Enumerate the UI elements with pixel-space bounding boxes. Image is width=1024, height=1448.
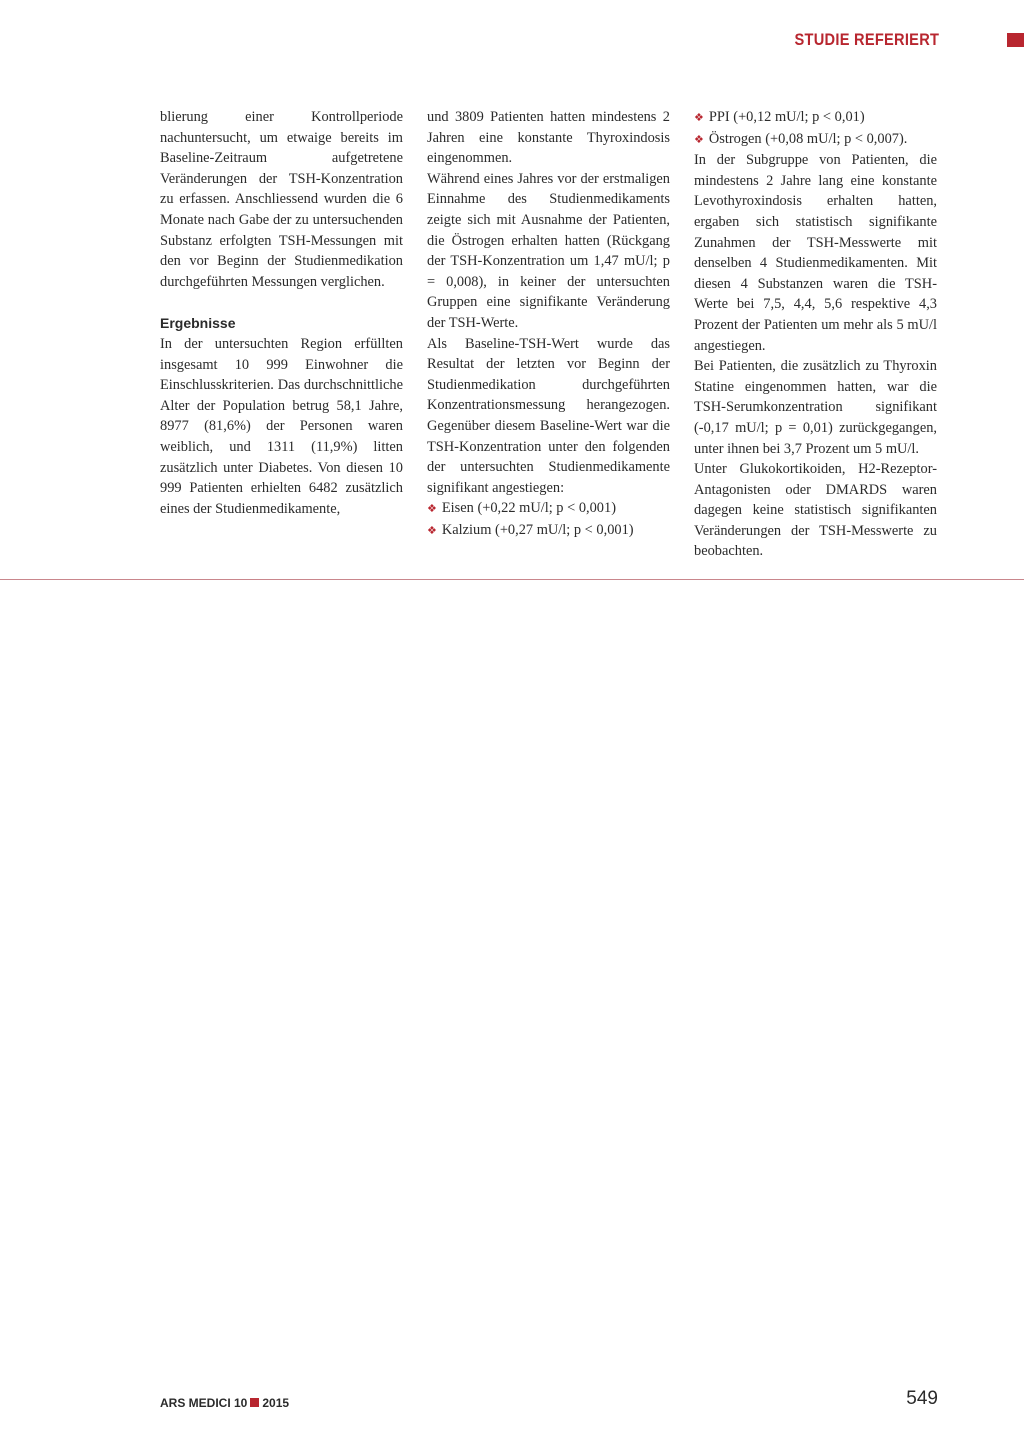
text-column-1 xyxy=(160,107,403,519)
footer-journal xyxy=(160,1396,289,1410)
bullet-diamond-icon: ❖ xyxy=(427,524,437,537)
list-item-text: Östrogen (+0,08 mU/l; p < 0,007). xyxy=(708,130,908,147)
paragraph: Als Baseline-TSH-Wert wurde das Resultat der letzten vor Beginn der Studienmedikation durchgeführten Konzentrationsmessung herangezogen. Gegenüber diesem Baseline-Wert war die TSH-Konzentration unter den folgenden der untersuchten Studienmedikamente signifikant angestiegen: xyxy=(427,335,670,496)
intro-paragraph: blierung einer Kontrollperiode nachuntersucht, um etwaige bereits im Baseline-Zeitraum aufgetretene Veränderungen der TSH-Konzentration zu erfassen. Anschliessend wurden die 6 Monate nach Gabe der zu untersuchenden Substanz erfolgten TSH-Messungen mit den vor Beginn der Studienmedikation durchgeführten Messungen verglichen. xyxy=(160,109,403,290)
journal-year: 2015 xyxy=(262,1396,290,1410)
results-paragraph: In der untersuchten Region erfüllten insgesamt 10 999 Einwohner die Einschlusskriterien. Das durchschnittliche Alter der Population betrug 58,1 Jahre, 8977 (81,6%) der Personen waren weiblich, und 1311 (11,9%) litten zusätzlich unter Diabetes. Von diesen 10 999 Patienten erhielten 6482 zusätzlich eines der Studienmedikamente, xyxy=(160,335,403,517)
section-title: STUDIE REFERIERT xyxy=(794,30,939,49)
page-number: 549 xyxy=(906,1388,938,1409)
list-item xyxy=(694,107,937,129)
paragraph: Während eines Jahres vor der erstmaligen Einnahme des Studienmedikaments zeigte sich mit Ausnahme der Patienten, die Östrogen erhalten hatten (Rückgang der TSH-Konzentration um 1,47 mU/l; p = 0,008), in keiner der untersuchten Gruppen eine signifikante Veränderung der TSH-Werte. xyxy=(427,170,670,331)
list-item-text: PPI (+0,12 mU/l; p < 0,01) xyxy=(708,109,865,125)
list-item xyxy=(427,520,670,542)
journal-name: ARS MEDICI 10 xyxy=(160,1396,248,1410)
bullet-diamond-icon: ❖ xyxy=(694,133,704,146)
text-column-3 xyxy=(694,107,937,562)
list-item-text: Kalzium (+0,27 mU/l; p < 0,001) xyxy=(441,521,634,538)
paragraph: Unter Glukokortikoiden, H2-Rezeptor-Antagonisten oder DMARDS waren dagegen keine statistisch signifikanten Veränderungen der TSH-Messwerte zu beobachten. xyxy=(694,461,937,560)
footer-accent-square xyxy=(250,1398,259,1407)
bullet-diamond-icon: ❖ xyxy=(694,112,704,124)
header-accent-square xyxy=(1007,33,1024,47)
paragraph: Bei Patienten, die zusätzlich zu Thyroxin Statine eingenommen hatten, war die TSH-Serumkonzentration signifikant (-0,17 mU/l; p = 0,01) zurückgegangen, unter ihnen bei 3,7 Prozent um 5 mU/l. xyxy=(694,358,937,457)
results-heading: Ergebnisse xyxy=(160,315,236,332)
paragraph: In der Subgruppe von Patienten, die mindestens 2 Jahre lang eine konstante Levothyroxindosis erhalten hatten, ergaben sich statistisch signifikante Zunahmen der TSH-Messwerte mit denselben 4 Studienmedikamenten. Mit diesen 4 Substanzen waren die TSH-Werte bei 7,5, 4,4, 5,6 respektive 4,3 Prozent der Patienten um mehr als 5 mU/l angestiegen. xyxy=(694,152,937,354)
list-item xyxy=(694,129,937,151)
text-column-2 xyxy=(427,107,670,541)
list-item xyxy=(427,498,670,520)
paragraph: und 3809 Patienten hatten mindestens 2 Jahren eine konstante Thyroxindosis eingenommen. xyxy=(427,109,670,167)
horizontal-divider xyxy=(0,579,1024,580)
bullet-diamond-icon: ❖ xyxy=(427,503,437,516)
list-item-text: Eisen (+0,22 mU/l; p < 0,001) xyxy=(441,500,616,517)
